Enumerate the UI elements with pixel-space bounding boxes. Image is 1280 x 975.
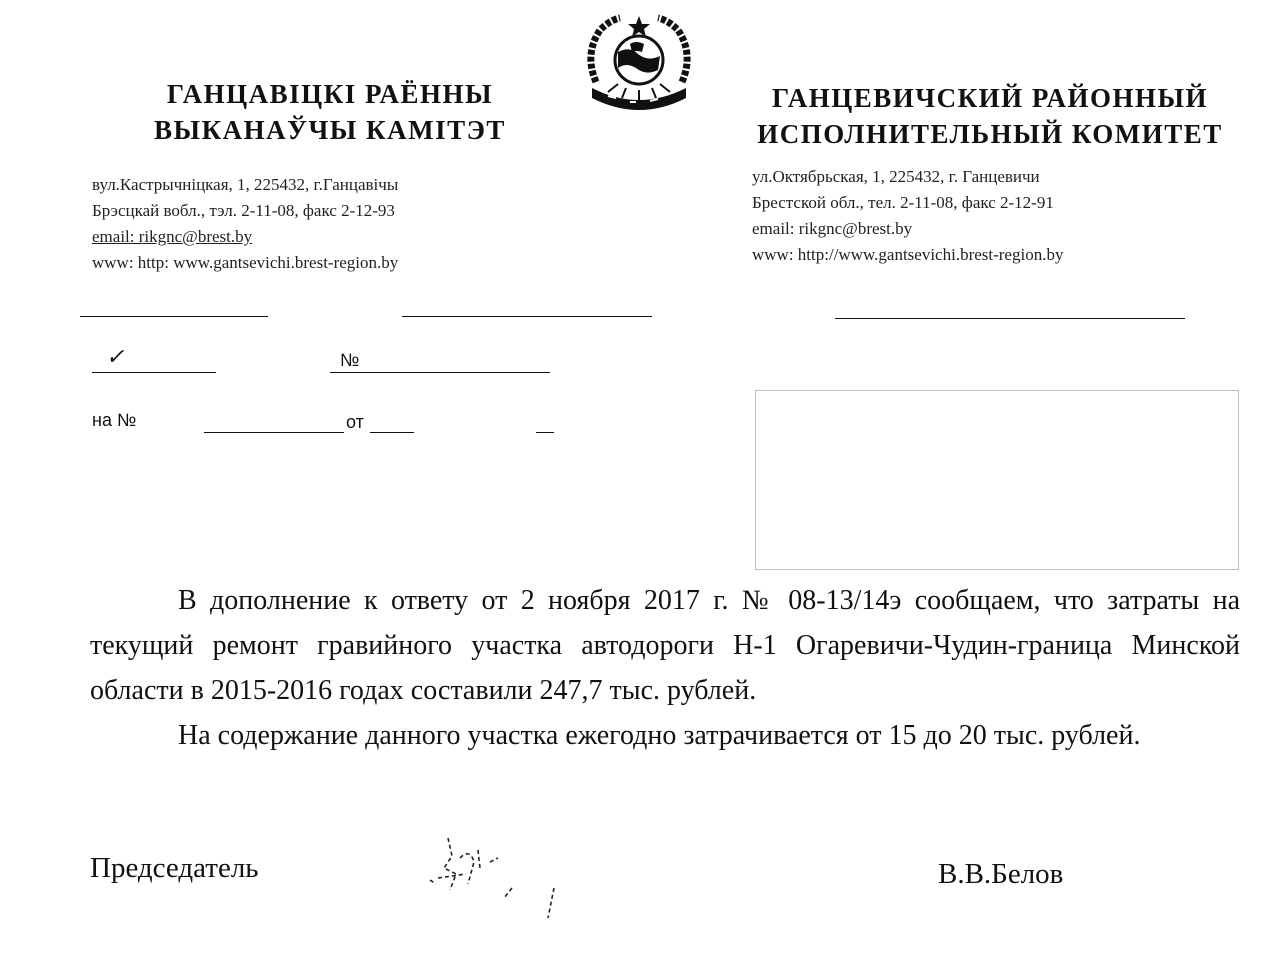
number-field-line [330, 372, 550, 373]
address-line: email: rikgnc@brest.by [752, 219, 913, 238]
signatory-name: В.В.Белов [938, 858, 1064, 890]
reply-number-label: на № [92, 410, 137, 430]
address-belarusian [92, 172, 398, 276]
number-label: № [340, 350, 360, 370]
reply-from-line-end [536, 432, 554, 433]
address-line: ул.Октябрьская, 1, 225432, г. Ганцевичи [752, 167, 1040, 186]
reply-from-line [370, 432, 414, 433]
state-emblem [578, 12, 700, 112]
handwritten-signature [408, 828, 578, 928]
address-line: www: http: www.gantsevichi.brest-region.by [92, 253, 399, 272]
body-paragraph: В дополнение к ответу от 2 ноября 2017 г. № 08-13/14э сообщаем, что затраты на текущий ремонт гравийного участка автодороги Н-1 Огаревичи-Чудин-граница Минской области в 2015-2016 годах составили 247,7 тыс. рублей. [90, 585, 1240, 706]
date-field-line [92, 372, 216, 373]
org-name-belarusian [130, 76, 530, 148]
address-line: www: http://www.gantsevichi.brest-region.by [752, 245, 1064, 264]
header-divider [402, 316, 652, 317]
org-name-russian-line1: ГАНЦЕВИЧСКИЙ РАЙОННЫЙ [772, 83, 1208, 113]
reply-from-label: от [346, 412, 364, 432]
signatory-title: Председатель [90, 852, 259, 884]
reply-number-line [204, 432, 344, 433]
header-divider [835, 318, 1185, 319]
org-name-belarusian-line2: ВЫКАНАЎЧЫ КАМІТЭТ [154, 115, 506, 145]
address-line: вул.Кастрычніцкая, 1, 225432, г.Ганцавічы [92, 175, 399, 194]
org-name-russian-line2: ИСПОЛНИТЕЛЬНЫЙ КОМИТЕТ [757, 119, 1223, 149]
header-divider [80, 316, 268, 317]
org-name-belarusian-line1: ГАНЦАВІЦКІ РАЁННЫ [166, 79, 494, 109]
address-line: Брэсцкай вобл., тэл. 2-11-08, факс 2-12-93 [92, 201, 395, 220]
address-line: Брестской обл., тел. 2-11-08, факс 2-12-91 [752, 193, 1054, 212]
signature-icon [408, 828, 578, 928]
org-name-russian [740, 80, 1240, 152]
letter-body [90, 578, 1240, 758]
recipient-box [755, 390, 1239, 570]
body-paragraph: На содержание данного участка ежегодно затрачивается от 15 до 20 тыс. рублей. [178, 720, 1141, 751]
address-russian [752, 164, 1063, 268]
emblem-icon [578, 12, 700, 112]
address-line: email: rikgnc@brest.by [92, 227, 253, 246]
date-field-mark: ✓ [106, 344, 125, 369]
